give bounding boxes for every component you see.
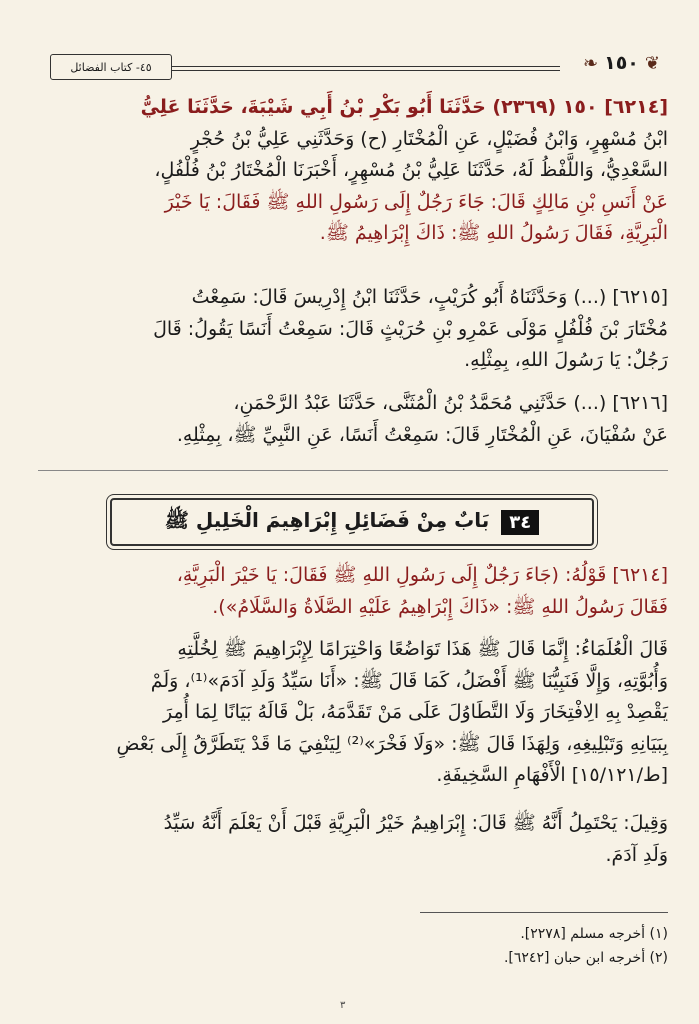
hadith-line: [٦٢١٦] (...) حَدَّثَنِي مُحَمَّدُ بْنُ الْمُثَنَّى، حَدَّثَنَا عَبْدُ الرَّحْمَنِ،: [233, 392, 668, 414]
commentary-line: [ط/١٥/١٢١] الْأَفْهَامِ السَّخِيفَةِ.: [436, 764, 668, 786]
commentary-alternative: [38, 808, 668, 871]
hadith-line: الْبَرِيَّةِ، فَقَالَ رَسُولُ اللهِ ﷺ: ذَاكَ إِبْرَاهِيمُ ﷺ.: [319, 222, 668, 244]
footnote: (٢) أخرجه ابن حبان [٦٢٤٢].: [503, 950, 668, 966]
commentary-line: بِبَيَانِهِ وَتَبْلِيغِهِ، وَلِهَذَا قَالَ ﷺ: «وَلَا فَخْرَ»⁽²⁾ لِيَنْفِيَ مَا قَدْ يَتَطَرَّقُ إِلَى بَعْضِ: [116, 732, 668, 755]
hadith-line: [٦٢١٥] (...) وَحَدَّثَنَاهُ أَبُو كُرَيْبٍ، حَدَّثَنَا ابْنُ إِدْرِيسَ قَالَ: سَمِعْتُ: [191, 286, 668, 308]
page-mark: ٣: [340, 1000, 346, 1011]
chapter-banner: [110, 498, 594, 546]
commentary-line: وَأُبُوَّتِهِ، وَإِلَّا فَنَبِيُّنَا ﷺ أَفْضَلُ، كَمَا قَالَ ﷺ: «أَنَا سَيِّدُ وَلَدِ آدَمَ»⁽¹⁾، وَلَمْ: [150, 669, 668, 692]
hadith-6216: [38, 388, 668, 451]
footnote: (١) أخرجه مسلم [٢٢٧٨].: [520, 926, 668, 942]
hadith-line: مُخْتَارَ بْنَ فُلْفُلٍ مَوْلَى عَمْرِو بْنِ حُرَيْثٍ قَالَ: سَمِعْتُ أَنَسًا يَقُولُ: قَالَ: [153, 317, 668, 340]
chapter-banner-title: بَابٌ مِنْ فَضَائِلِ إِبْرَاهِيمَ الْخَلِيلِ ﷺ: [164, 507, 490, 532]
ornament-icon: ❧: [583, 52, 599, 74]
commentary-quote: [38, 560, 668, 623]
page-header: [40, 50, 660, 84]
hadith-line: عَنْ سُفْيَانَ، عَنِ الْمُخْتَارِ قَالَ: سَمِعْتُ أَنَسًا، عَنِ النَّبِيِّ ﷺ، بِمِثْلِهِ.: [176, 423, 668, 446]
section-divider: [38, 470, 668, 471]
commentary-line: وَلَدِ آدَمَ.: [605, 843, 668, 866]
page-number: ❦ ١٥٠ ❧: [583, 52, 660, 74]
hadith-line: ابْنُ مُسْهِرٍ، وَابْنُ فُضَيْلٍ، عَنِ الْمُخْتَارِ (ح) وَحَدَّثَنِي عَلِيُّ بْنُ حُجْرٍ: [190, 127, 668, 150]
commentary-line: فَقَالَ رَسُولُ اللهِ ﷺ: «ذَاكَ إِبْرَاهِيمُ عَلَيْهِ الصَّلَاةُ وَالسَّلَامُ»).: [212, 595, 668, 618]
commentary-line: [٦٢١٤] قَوْلُهُ: (جَاءَ رَجُلٌ إِلَى رَسُولِ اللهِ ﷺ فَقَالَ: يَا خَيْرَ الْبَرِيَّةِ،: [176, 564, 668, 586]
commentary-scholars: [38, 634, 668, 792]
header-rule: [170, 70, 560, 71]
chapter-title: ٤٥- كتاب الفضائل: [70, 60, 152, 74]
hadith-line: رَجُلٌ: يَا رَسُولَ اللهِ، بِمِثْلِهِ.: [464, 349, 668, 371]
chapter-title-box: [50, 54, 172, 80]
commentary-line: قَالَ الْعُلَمَاءُ: إِنَّمَا قَالَ ﷺ هَذَا تَوَاضُعًا وَاحْتِرَامًا لِإِبْرَاهِيمَ ﷺ لِخُلَّتِهِ: [177, 638, 668, 660]
commentary-line: وَقِيلَ: يَحْتَمِلُ أَنَّهُ ﷺ قَالَ: إِبْرَاهِيمُ خَيْرُ الْبَرِيَّةِ قَبْلَ أَنْ يَعْلَمَ أَنَّهُ سَيِّدُ: [163, 812, 668, 834]
hadith-6214: [38, 92, 668, 250]
footnote-rule: [420, 912, 668, 913]
hadith-line: السَّعْدِيُّ، وَاللَّفْظُ لَهُ، حَدَّثَنَا عَلِيُّ بْنُ مُسْهِرٍ، أَخْبَرَنَا الْمُخْتَارُ بْنُ فُلْفُلٍ،: [154, 159, 668, 181]
hadith-line: عَنْ أَنَسِ بْنِ مَالِكٍ قَالَ: جَاءَ رَجُلٌ إِلَى رَسُولِ اللهِ ﷺ فَقَالَ: يَا خَيْرَ: [164, 190, 668, 213]
chapter-number-badge: ٣٤: [501, 510, 539, 535]
header-rule: [170, 66, 560, 67]
hadith-line: [٦٢١٤] ١٥٠ (٢٣٦٩) حَدَّثَنَا أَبُو بَكْرِ بْنُ أَبِي شَيْبَةَ، حَدَّثَنَا عَلِيُّ: [140, 96, 668, 118]
commentary-line: يَقْصِدْ بِهِ الِافْتِخَارَ وَلَا التَّطَاوُلَ عَلَى مَنْ تَقَدَّمَهُ، بَلْ قَالَهُ بَيَانًا لِمَا أُمِرَ: [162, 701, 668, 723]
ornament-icon: ❦: [644, 52, 660, 74]
hadith-6215: [38, 282, 668, 377]
footnotes: [38, 922, 668, 970]
